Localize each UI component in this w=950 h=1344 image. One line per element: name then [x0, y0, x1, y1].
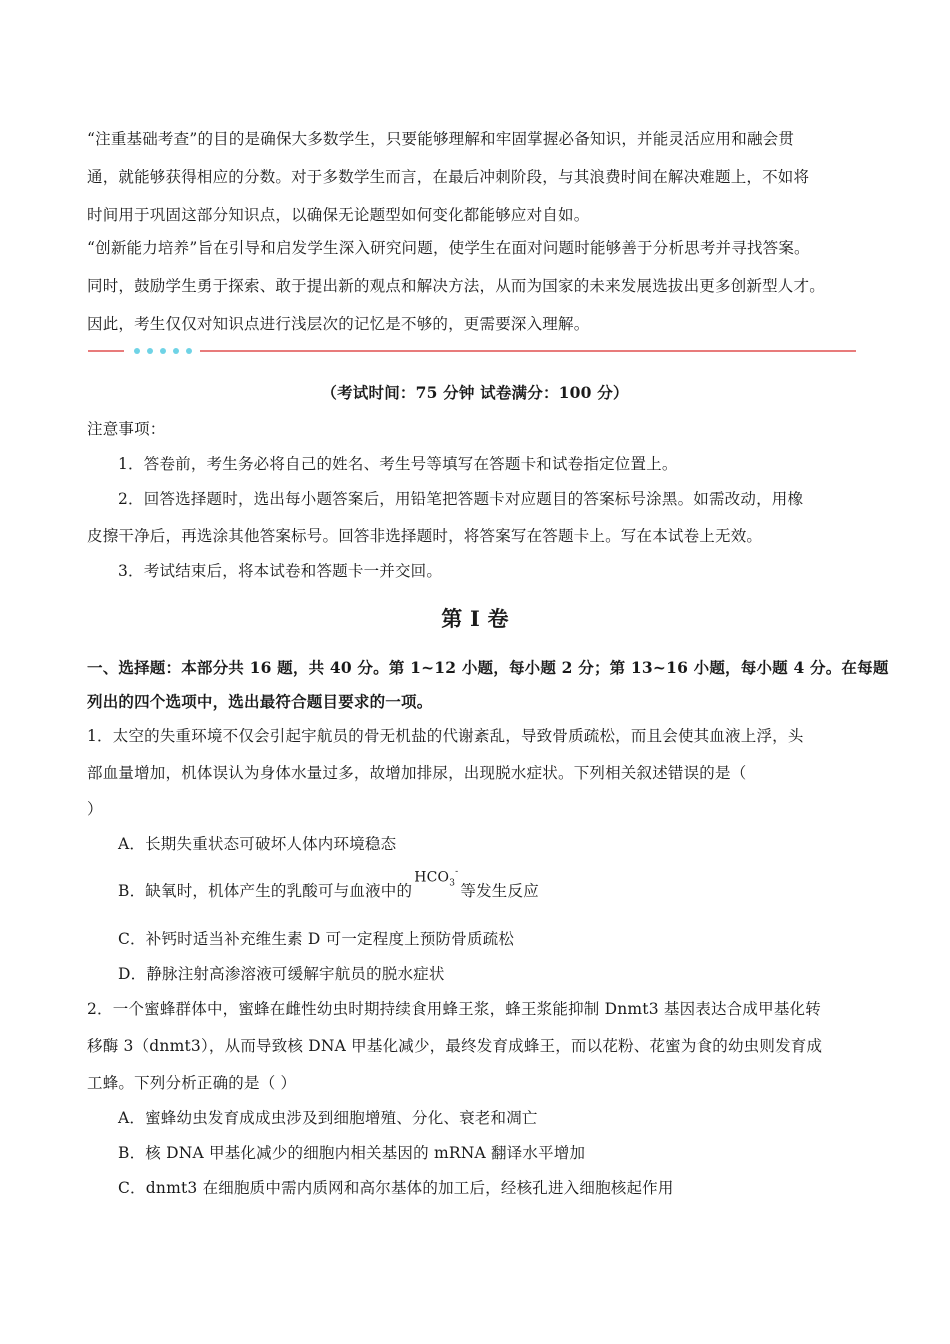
divider-right-line — [200, 350, 856, 352]
q2-stem-line1: 2．一个蜜蜂群体中，蜜蜂在雌性幼虫时期持续食用蜂王浆，蜂王浆能抑制 Dnmt3 基因表达合成甲基化转 — [87, 1000, 821, 1018]
formula-superscript: - — [455, 867, 459, 878]
q2-stem-line3: 工蜂。下列分析正确的是（ ） — [87, 1074, 297, 1092]
q1-stem-line1: 1．太空的失重环境不仅会引起宇航员的骨无机盐的代谢紊乱，导致骨质疏松，而且会使其血液上浮，头 — [87, 727, 804, 745]
intro-p2-line3: 因此，考生仅仅对知识点进行浅层次的记忆是不够的，更需要深入理解。 — [87, 315, 590, 333]
q2-option-b: B．核 DNA 甲基化减少的细胞内相关基因的 mRNA 翻译水平增加 — [118, 1144, 586, 1162]
q1-option-b-pre: B．缺氧时，机体产生的乳酸可与血液中的 — [118, 882, 413, 900]
q1-option-b-post: 等发生反应 — [460, 882, 539, 900]
divider-dot — [134, 348, 140, 354]
q1-stem-line2: 部血量增加，机体误认为身体水量过多，故增加排尿，出现脱水症状。下列相关叙述错误的是（ — [87, 764, 747, 782]
q1-option-d: D．静脉注射高渗溶液可缓解宇航员的脱水症状 — [118, 965, 445, 983]
hco3-formula — [414, 869, 458, 888]
notice-title: 注意事项： — [87, 420, 166, 438]
q2-option-c: C．dnmt3 在细胞质中需内质网和高尔基体的加工后，经核孔进入细胞核起作用 — [118, 1179, 674, 1197]
notice-item-2-line1: 2．回答选择题时，选出每小题答案后，用铅笔把答题卡对应题目的答案标号涂黑。如需改动，用橡 — [118, 490, 804, 508]
part1-heading-line2: 列出的四个选项中，选出最符合题目要求的一项。 — [87, 692, 433, 711]
exam-info: （考试时间：75 分钟 试卷满分：100 分） — [321, 383, 629, 402]
divider-dot — [147, 348, 153, 354]
intro-p1-line2: 通，就能够获得相应的分数。对于多数学生而言，在最后冲刺阶段，与其浪费时间在解决难题上，不如将 — [87, 168, 810, 186]
intro-p1-line3: 时间用于巩固这部分知识点，以确保无论题型如何变化都能够应对自如。 — [87, 206, 590, 224]
divider-dot — [173, 348, 179, 354]
q2-stem-line2: 移酶 3（dnmt3），从而导致核 DNA 甲基化减少，最终发育成蜂王，而以花粉、花蜜为食的幼虫则发育成 — [87, 1037, 823, 1055]
q1-option-a: A．长期失重状态可破坏人体内环境稳态 — [118, 835, 397, 853]
intro-p1-line1: “注重基础考查”的目的是确保大多数学生，只要能够理解和牢固掌握必备知识，并能灵活应用和融会贯 — [87, 130, 795, 148]
q1-option-b — [118, 867, 539, 903]
q1-stem-line3: ） — [87, 800, 103, 818]
intro-p2-line2: 同时，鼓励学生勇于探索、敢于提出新的观点和解决方法，从而为国家的未来发展选拔出更多创新型人才。 — [87, 277, 825, 295]
section-title: 第 I 卷 — [441, 606, 509, 631]
q2-option-a: A．蜜蜂幼虫发育成成虫涉及到细胞增殖、分化、衰老和凋亡 — [118, 1109, 538, 1127]
notice-item-1: 1．答卷前，考生务必将自己的姓名、考生号等填写在答题卡和试卷指定位置上。 — [118, 455, 678, 473]
formula-base: HCO — [414, 870, 450, 886]
intro-p2-line1: “创新能力培养”旨在引导和启发学生深入研究问题，使学生在面对问题时能够善于分析思考并寻找答案。 — [87, 239, 810, 257]
divider-left-line — [88, 350, 124, 352]
notice-item-3: 3．考试结束后，将本试卷和答题卡一并交回。 — [118, 562, 443, 580]
divider-dot — [186, 348, 192, 354]
divider-dot — [160, 348, 166, 354]
notice-item-2-line2: 皮擦干净后，再选涂其他答案标号。回答非选择题时，将答案写在答题卡上。写在本试卷上无效。 — [87, 527, 763, 545]
formula-subscript: 3 — [449, 878, 456, 889]
part1-heading-line1: 一、选择题：本部分共 16 题，共 40 分。第 1~12 小题，每小题 2 分；第 13~16 小题，每小题 4 分。在每题 — [87, 658, 889, 677]
q1-option-c: C．补钙时适当补充维生素 D 可一定程度上预防骨质疏松 — [118, 930, 515, 948]
decorative-divider — [88, 348, 856, 354]
